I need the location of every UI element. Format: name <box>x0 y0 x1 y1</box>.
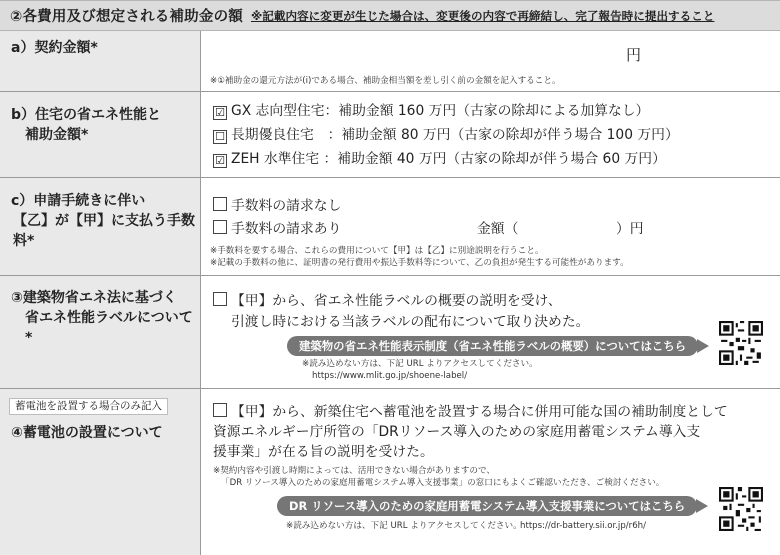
yen-unit: 円 <box>626 46 642 64</box>
option-no-fee-text: 手数料の請求なし <box>231 198 342 214</box>
fee-label-line1: c）申請手続きに伴い <box>11 193 146 209</box>
energy-label-text-line1: 【甲】から、省エネ性能ラベルの概要の説明を受け、 <box>231 293 562 309</box>
checkbox-with-fee[interactable] <box>213 220 227 234</box>
qr-code-icon[interactable] <box>719 321 763 365</box>
fee-note-2: ※記載の手数料の他に、証明書の発行費用や振込手数料等について、乙の負担が発生する可能性があります。 <box>210 258 629 268</box>
battery-text-line1: 【甲】から、新築住宅へ蓄電池を設置する場合に併用可能な国の補助制度として <box>231 404 728 420</box>
battery-note-1: ※契約内容や引渡し時期によっては、活用できない場合がありますので、 <box>213 466 496 476</box>
battery-text-line2: 資源エネルギー庁所管の「DRリソース導入のための家庭用蓄電システム導入支 <box>213 424 701 440</box>
option-with-fee[interactable] <box>213 219 341 240</box>
checkbox-long-term[interactable]: ☐ <box>213 130 227 144</box>
battery-note-2: 「DR リソース導入のための家庭用蓄電システム導入支援事業」の窓口にもよくご確認いただき、ご検討ください。 <box>221 478 665 488</box>
option-with-fee-text: 手数料の請求あり <box>231 221 342 237</box>
energy-label-link[interactable] <box>287 336 698 356</box>
checkbox-battery[interactable] <box>213 403 227 417</box>
fee-label-line2: 【乙】が【甲】に支払う手数料* <box>13 213 195 249</box>
battery-label-text: ④蓄電池の設置について <box>11 425 163 441</box>
energy-performance-label <box>0 92 201 177</box>
fee-note-1: ※手数料を要する場合、これらの費用について【甲】は【乙】に別途説明を行うこと。 <box>210 246 544 256</box>
energy-label-cell <box>201 276 780 388</box>
contract-amount-cell <box>201 31 780 91</box>
energy-performance-label-line1: b）住宅の省エネ性能と <box>11 107 162 123</box>
checkbox-zeh[interactable]: ☑ <box>213 154 227 168</box>
battery-link[interactable] <box>277 496 697 516</box>
energy-label-access-note: ※読み込めない方は、下記 URL よりアクセスしてください。 <box>302 359 538 369</box>
row-energy-label <box>0 276 780 389</box>
battery-label <box>0 389 201 555</box>
checkbox-gx[interactable]: ☑ <box>213 106 227 120</box>
option-gx-housing[interactable] <box>213 101 649 122</box>
battery-agreement[interactable] <box>213 402 728 423</box>
option-long-term-housing[interactable] <box>213 125 679 146</box>
row-battery <box>0 389 780 555</box>
checkbox-energy-label[interactable] <box>213 292 227 306</box>
energy-label-label-line1: ③建築物省エネ法に基づく <box>11 290 177 306</box>
energy-label-label <box>0 276 201 388</box>
battery-link-text: DR リソース導入のための家庭用蓄電システム導入支援事業についてはこちら <box>289 499 686 513</box>
battery-text-line3: 援事業」が在る旨の説明を受けた。 <box>213 444 434 460</box>
fee-label <box>0 178 201 275</box>
option-gx-text: GX 志向型住宅：補助金額 160 万円（古家の除却による加算なし） <box>231 103 650 119</box>
checkbox-no-fee[interactable] <box>213 197 227 211</box>
battery-only-tag: 蓄電池を設置する場合のみ記入 <box>9 398 168 415</box>
contract-amount-note: ※①補助金の還元方法が(ⅰ)である場合、補助金相当額を差し引く前の金額を記入すること。 <box>210 76 561 86</box>
qr-code-graphic <box>719 321 763 365</box>
row-energy-performance <box>0 92 780 178</box>
fee-amount-input[interactable] <box>531 221 611 239</box>
option-long-term-text: 長期優良住宅 ：補助金額 80 万円（古家の除却が伴う場合 100 万円） <box>231 127 679 143</box>
section-header <box>0 0 780 31</box>
battery-url[interactable]: https://dr-battery.sii.or.jp/r6h/ <box>520 521 647 531</box>
energy-label-link-text: 建築物の省エネ性能表示制度（省エネ性能ラベルの概要）についてはこちら <box>299 339 687 353</box>
battery-access-note: ※読み込めない方は、下記 URL よりアクセスしてください。 <box>286 521 522 531</box>
option-no-fee[interactable] <box>213 196 341 217</box>
battery-cell <box>201 389 780 555</box>
fee-amount-label: 金額（ <box>477 221 519 237</box>
section-note: ※記載内容に変更が生じた場合は、変更後の内容で再締結し、完了報告時に提出すること <box>250 8 715 23</box>
option-zeh-text: ZEH 水準住宅 ：補助金額 40 万円（古家の除却が伴う場合 60 万円） <box>231 151 666 167</box>
section-title: ②各費用及び想定される補助金の額 <box>10 9 243 25</box>
energy-label-agreement[interactable] <box>213 291 562 312</box>
energy-label-url[interactable]: https://www.mlit.go.jp/shoene-label/ <box>312 371 468 381</box>
energy-label-label-line2: 省エネ性能ラベルについて* <box>25 310 193 346</box>
option-zeh-housing[interactable] <box>213 149 666 170</box>
row-contract-amount <box>0 31 780 92</box>
arrow-right-icon <box>697 339 709 353</box>
energy-performance-options <box>201 92 780 177</box>
energy-performance-label-line2: 補助金額* <box>25 127 89 143</box>
energy-label-text-line2: 引渡し時における当該ラベルの配布について取り決めた。 <box>231 314 590 330</box>
fee-cell <box>201 178 780 275</box>
row-fee <box>0 178 780 276</box>
qr-code-graphic <box>719 487 763 531</box>
contract-amount-label-text: a）契約金額* <box>11 40 98 56</box>
fee-amount-close: ）円 <box>616 221 644 237</box>
qr-code-icon[interactable] <box>719 487 763 531</box>
contract-amount-label <box>0 31 201 91</box>
arrow-right-icon <box>696 499 708 513</box>
